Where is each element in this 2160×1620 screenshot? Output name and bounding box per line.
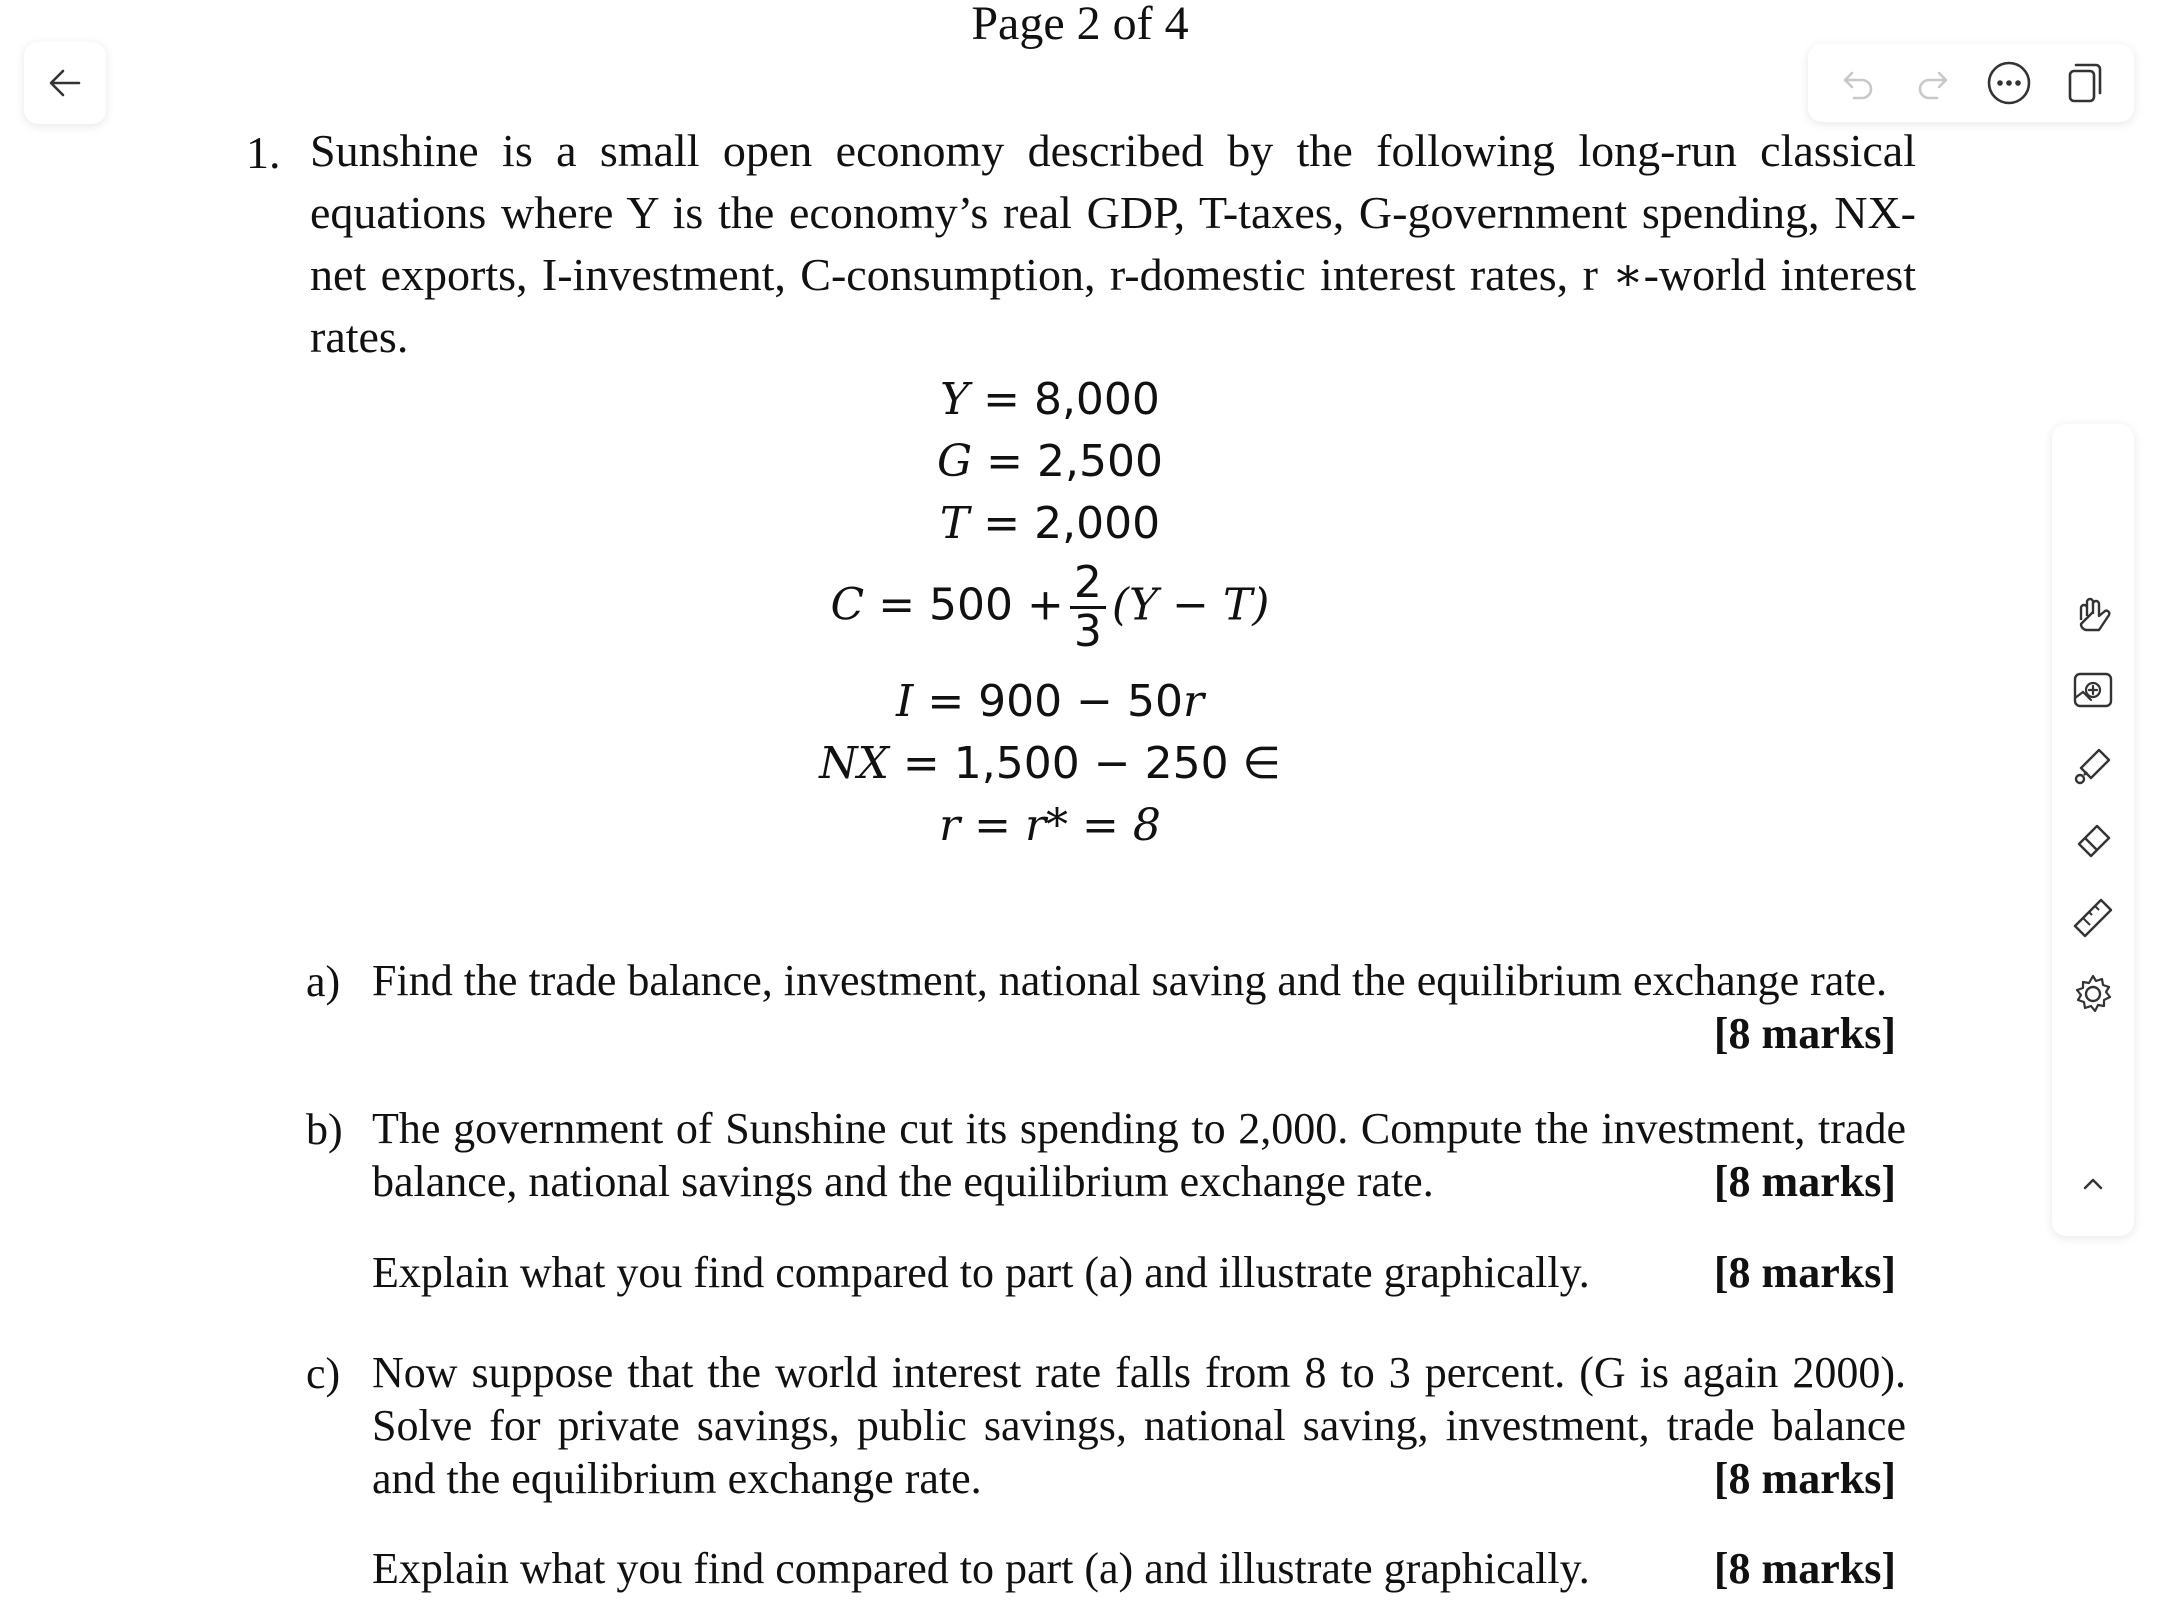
part-b-followup-text: Explain what you find compared to part (a) and illustrate graphically.: [372, 1248, 1590, 1297]
part-c-followup-text: Explain what you find compared to part (a) and illustrate graphically.: [372, 1544, 1590, 1593]
part-a: [372, 954, 1906, 1060]
eq-symbol: C: [830, 579, 865, 631]
equation-g: [700, 436, 1400, 487]
pen-hand-icon: [2069, 590, 2117, 638]
equation-y: [700, 374, 1400, 425]
equation-c: [700, 557, 1400, 657]
part-c-text: Now suppose that the world interest rate falls from 8 to 3 percent. (G is again 2000). Solve for private savings, public savings, national saving, investment, trade balance and the equilibrium exchange rate.: [372, 1348, 1906, 1503]
page-indicator: Page 2 of 4: [971, 0, 1189, 50]
part-a-text: Find the trade balance, investment, national saving and the equilibrium exchange rate.: [372, 956, 1888, 1005]
part-b-followup: [372, 1246, 1906, 1299]
eq-value: r = r* = 8: [939, 800, 1161, 851]
eq-value: = 8,000: [969, 374, 1160, 425]
eq-value: = 2,500: [972, 436, 1163, 487]
part-c-label: c): [306, 1349, 341, 1398]
fraction-denominator: 3: [1073, 606, 1102, 657]
eq-value: = 1,500 − 250 ∈: [888, 738, 1281, 789]
equation-nx: [700, 738, 1400, 789]
eraser-icon: [2069, 818, 2117, 866]
equation-t: [700, 498, 1400, 549]
ruler-tool[interactable]: [2065, 890, 2121, 946]
equation-r: [700, 800, 1400, 851]
settings-icon: [2069, 970, 2117, 1018]
ruler-icon: [2069, 894, 2117, 942]
fraction-numerator: 2: [1070, 560, 1106, 609]
add-image-icon: [2069, 666, 2117, 714]
part-c: [372, 1346, 1906, 1505]
side-toolbar: [2052, 424, 2134, 1236]
pen-hand-tool[interactable]: [2065, 586, 2121, 642]
eq-symbol: T: [939, 498, 970, 549]
question-intro: Sunshine is a small open economy described by the following long-run classical equations where Y is the economy’s real GDP, T-taxes, G-government spending, NX-net exports, I-investment, C-consumption, r-domestic interest rates, r ∗-world interest rates.: [310, 125, 1916, 362]
eq-tail: (Y − T): [1111, 579, 1270, 631]
part-a-marks: [8 marks]: [1713, 1009, 1896, 1058]
eq-variable: r: [1183, 676, 1205, 727]
part-b-text: The government of Sunshine cut its spending to 2,000. Compute the investment, trade balance, national savings and the equilibrium exchange rate.: [372, 1104, 1906, 1206]
part-b-marks: [8 marks]: [1713, 1157, 1896, 1206]
part-c-followup: [372, 1542, 1906, 1595]
eq-symbol: Y: [940, 374, 970, 425]
question-number: 1.: [246, 127, 281, 178]
eq-symbol: NX: [819, 738, 889, 789]
highlighter-icon: [2069, 742, 2117, 790]
eq-value: = 900 − 50: [913, 676, 1183, 727]
settings-button[interactable]: [2065, 966, 2121, 1022]
eraser-tool[interactable]: [2065, 814, 2121, 870]
highlighter-tool[interactable]: [2065, 738, 2121, 794]
collapse-toolbar-button[interactable]: [2065, 1156, 2121, 1212]
part-b-followup-marks: [8 marks]: [1713, 1248, 1896, 1297]
fraction: [1070, 557, 1106, 657]
copy-pages-icon: [2060, 59, 2108, 107]
part-c-followup-marks: [8 marks]: [1713, 1544, 1896, 1593]
part-a-label: a): [306, 957, 341, 1006]
part-c-marks: [8 marks]: [1713, 1454, 1896, 1503]
part-b-label: b): [306, 1105, 343, 1154]
eq-symbol: I: [895, 676, 914, 727]
eq-value: = 2,000: [969, 498, 1161, 549]
collapse-chevron-icon: [2077, 1168, 2109, 1200]
copy-pages-button[interactable]: [2056, 55, 2112, 111]
add-image-tool[interactable]: [2065, 662, 2121, 718]
equation-i: [700, 676, 1400, 727]
part-b: [372, 1102, 1906, 1208]
eq-value: = 500 +: [864, 579, 1064, 631]
eq-symbol: G: [937, 436, 973, 487]
